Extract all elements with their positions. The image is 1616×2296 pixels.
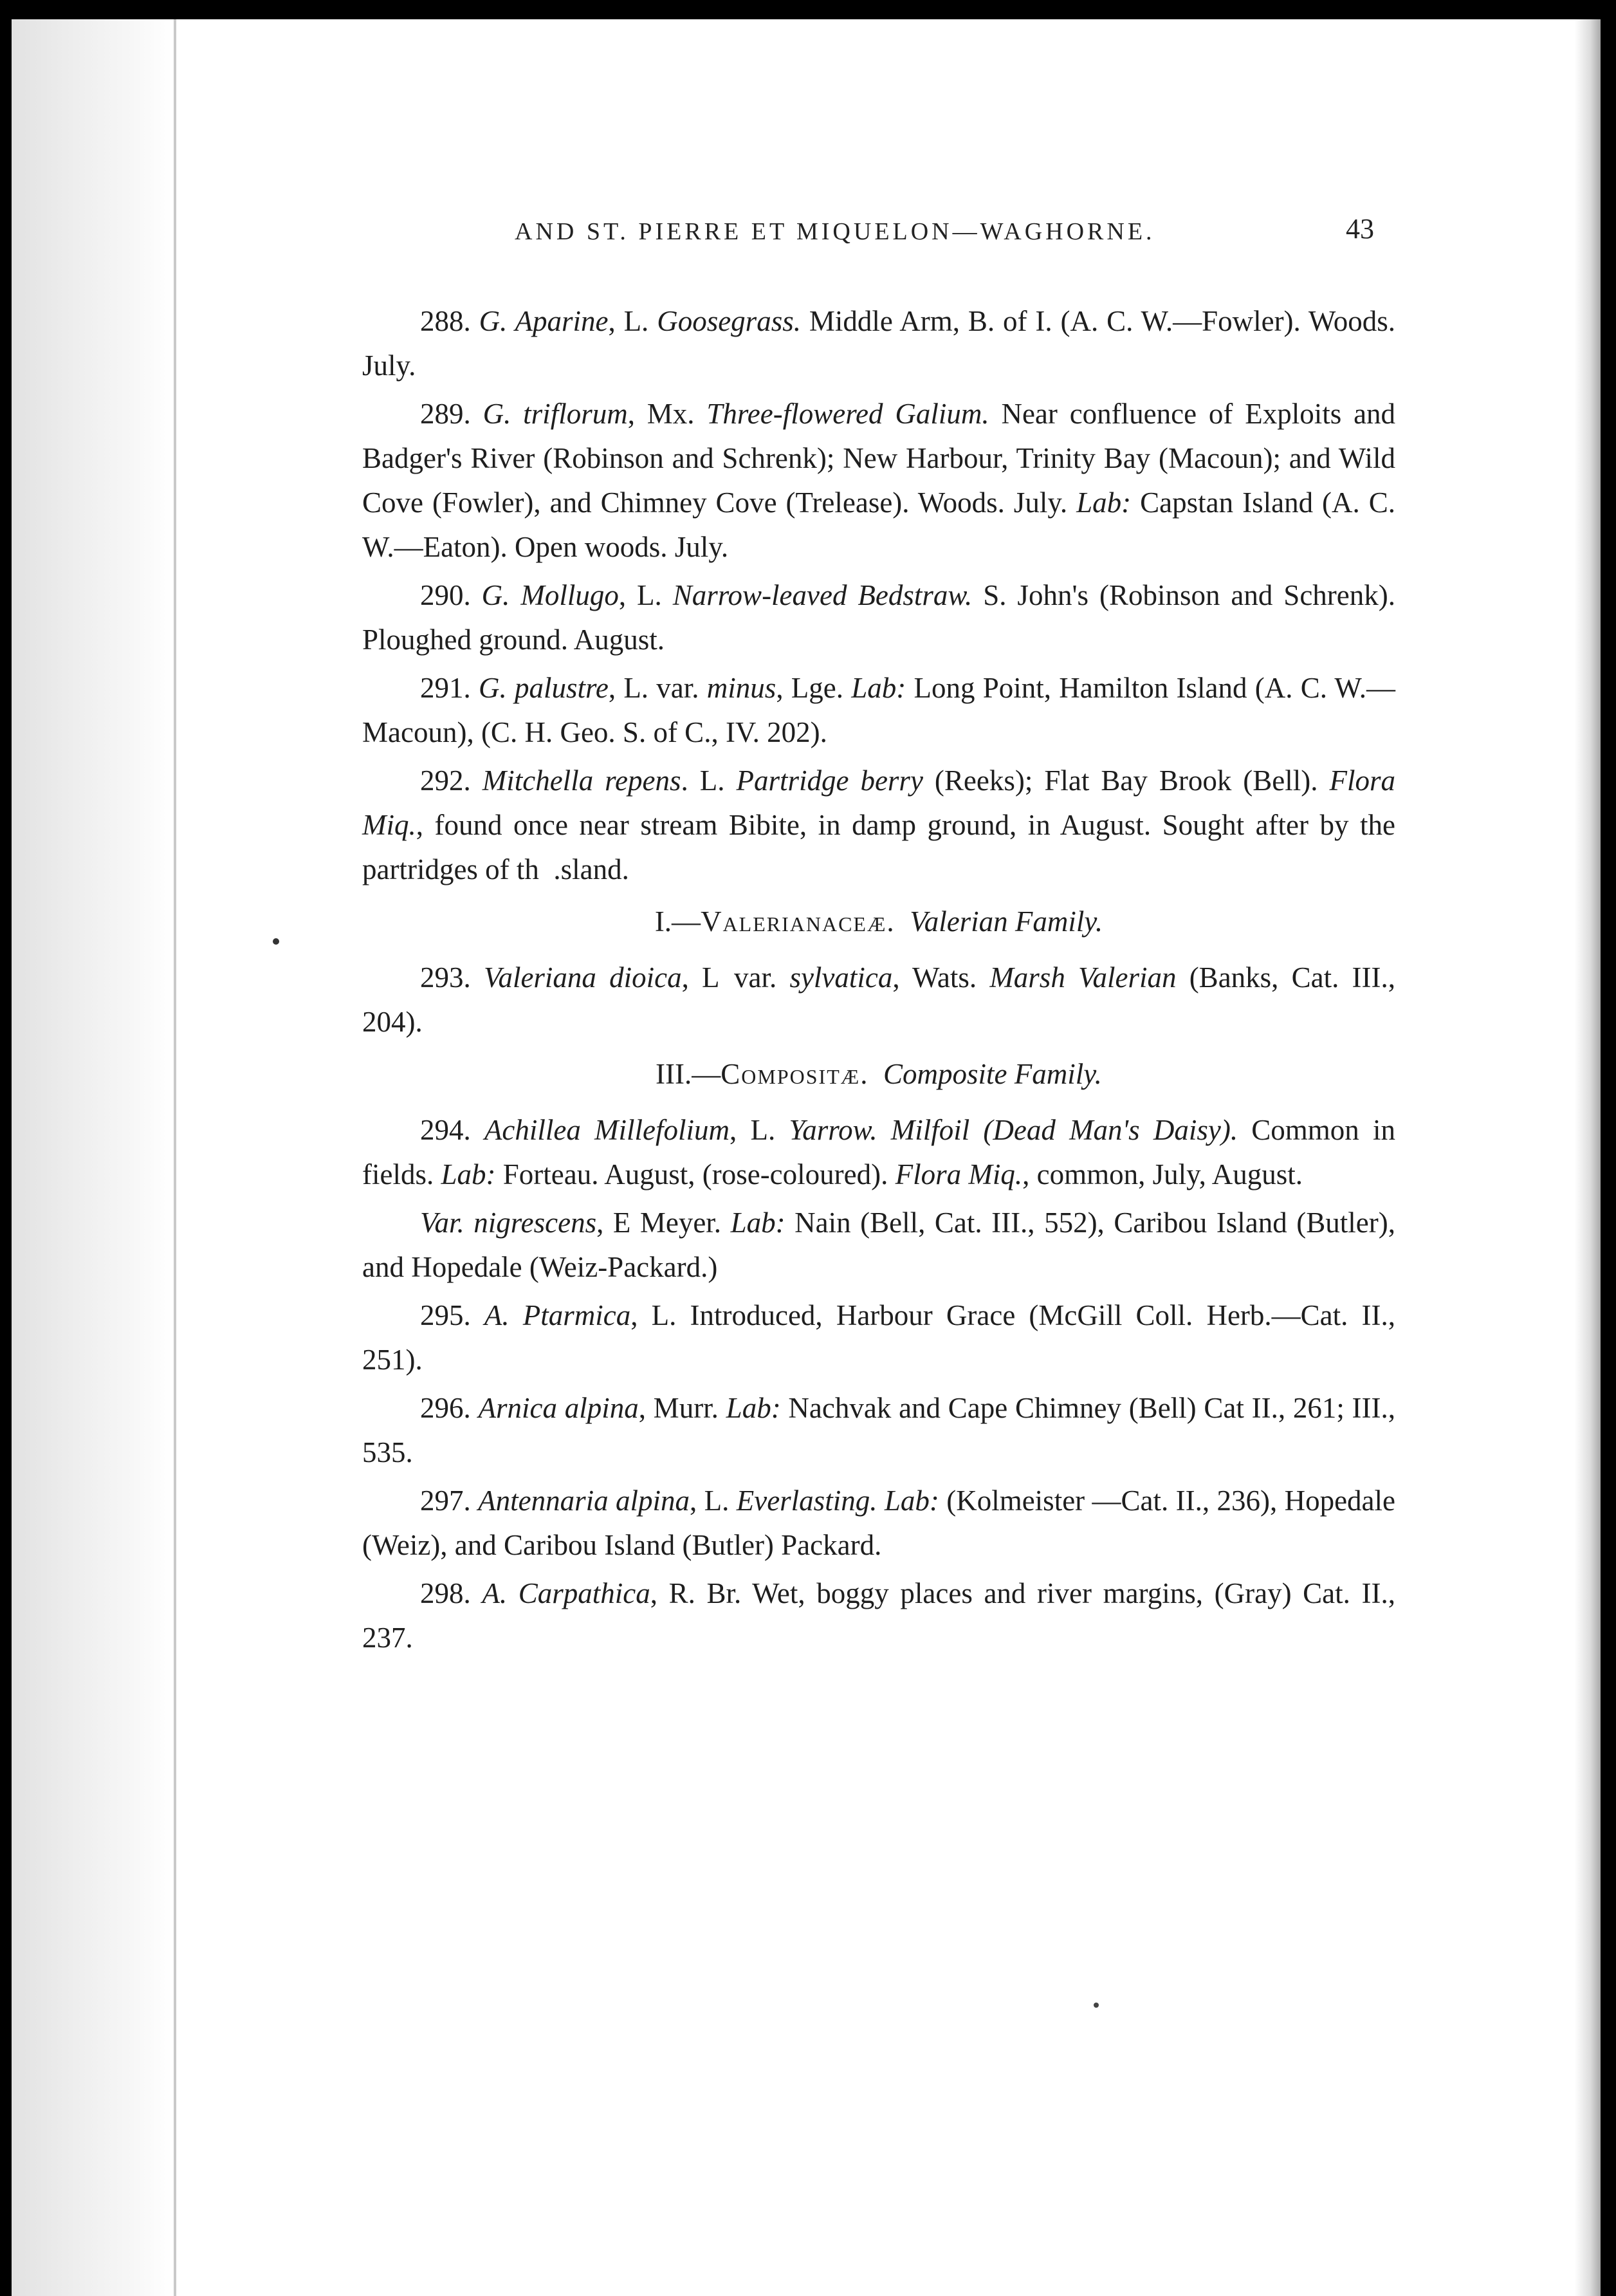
section-roman-numeral: III.— xyxy=(656,1058,721,1090)
entry-291 xyxy=(362,666,1395,755)
entry-text: (Banks, Cat. III., 204). xyxy=(362,961,1395,1038)
entry-text-continued: , found once near stream Bibite, in damp ground, in August. Sought after by the partridges of th .sland. xyxy=(362,809,1395,885)
entry-text-labrador: Forteau. August, (rose-coloured). xyxy=(502,1158,888,1190)
entry-number: 293. xyxy=(420,961,471,994)
entry-number: 296. xyxy=(420,1392,471,1424)
entry-292 xyxy=(362,759,1395,892)
entry-number: 297. xyxy=(420,1485,471,1517)
species-authority: , L. xyxy=(618,579,662,611)
family-common-name: Valerian Family. xyxy=(910,905,1103,938)
species-authority: , Murr. xyxy=(638,1392,719,1424)
flora-reference: Flora Miq. xyxy=(895,1158,1023,1190)
species-name: A. Ptarmica xyxy=(484,1299,631,1331)
entry-text: (Kolmeister —Cat. II., 236), Hopedale (Weiz), and Caribou Island (Butler) Packard. xyxy=(362,1485,1396,1561)
variety-name: minus xyxy=(706,672,776,704)
entry-text-labrador: Capstan Island (A. C. W.—Eaton). Open woods. July. xyxy=(362,486,1396,563)
common-name: Everlasting. xyxy=(736,1485,877,1517)
species-name: G. Aparine xyxy=(479,305,609,337)
running-header: AND ST. PIERRE ET MIQUELON—WAGHORNE. xyxy=(515,218,1155,245)
labrador-label: Lab: xyxy=(730,1207,785,1239)
species-name: Arnica alpina xyxy=(478,1392,639,1424)
ink-speck xyxy=(273,938,279,945)
labrador-label: Lab: xyxy=(1076,486,1132,519)
family-name: Compositæ. xyxy=(721,1058,869,1090)
entry-text: (Reeks); Flat Bay Brook (Bell). xyxy=(934,764,1318,797)
variety-authority: , Lge. xyxy=(776,672,844,704)
species-authority: , Mx. xyxy=(627,398,695,430)
species-name: G. Mollugo xyxy=(481,579,619,611)
entry-text: Nain (Bell, Cat. III., 552), Caribou Island (Butler), and Hopedale (Weiz-Packard.) xyxy=(362,1207,1395,1283)
labrador-label: Lab: xyxy=(441,1158,496,1190)
common-name: Yarrow. Milfoil (Dead Man's Daisy). xyxy=(789,1114,1238,1146)
labrador-label: Lab: xyxy=(851,672,906,704)
page-gutter-shadow xyxy=(12,19,172,2296)
entry-text: Near confluence of Exploits and Badger's River (Robinson and Schrenk); New Harbour, Trinity Bay (Macoun); and Wild Cove (Fowler), and Chimney Cove (Trelease). Woods. July. xyxy=(362,398,1396,519)
species-name: A. Carpathica xyxy=(482,1577,650,1609)
entry-294-variety xyxy=(362,1201,1395,1290)
entry-290 xyxy=(362,573,1395,662)
entry-number: 292. xyxy=(420,764,471,797)
species-authority: , L var. xyxy=(681,961,777,994)
variety-authority: , Wats. xyxy=(892,961,977,994)
species-authority: , L. xyxy=(630,1299,677,1331)
page-number: 43 xyxy=(1346,213,1374,245)
entry-text: Middle Arm, B. of I. (A. C. W.—Fowler). Woods. July. xyxy=(362,305,1395,382)
section-heading-compositae xyxy=(362,1052,1395,1097)
entry-text: Wet, boggy places and river margins, (Gray) Cat. II., 237. xyxy=(362,1577,1395,1654)
entry-295 xyxy=(362,1293,1395,1382)
entry-298 xyxy=(362,1571,1395,1660)
species-authority: . L. xyxy=(681,764,725,797)
entry-number: 295. xyxy=(420,1299,471,1331)
flora-reference: Flora Miq. xyxy=(362,764,1396,841)
labrador-label: Lab: xyxy=(884,1485,939,1517)
common-name: Partridge berry xyxy=(736,764,923,797)
species-authority: , L. xyxy=(608,305,649,337)
common-name: Narrow-leaved Bedstraw. xyxy=(672,579,973,611)
variety-authority: , E Meyer. xyxy=(596,1207,722,1239)
section-roman-numeral: I.— xyxy=(654,905,701,938)
common-name: Three-flowered Galium. xyxy=(706,398,989,430)
section-heading-valerianaceae xyxy=(362,900,1395,944)
entry-294 xyxy=(362,1108,1395,1197)
entry-number: 289. xyxy=(420,398,471,430)
species-name: Achillea Millefolium xyxy=(484,1114,730,1146)
entry-293 xyxy=(362,956,1395,1044)
entry-text: S. John's (Robinson and Schrenk). Ploughed ground. August. xyxy=(362,579,1396,656)
species-name: Valeriana dioica xyxy=(483,961,682,994)
species-name: Antennaria alpina xyxy=(478,1485,690,1517)
species-authority: , R. Br. xyxy=(650,1577,742,1609)
entry-text: Introduced, Harbour Grace (McGill Coll. Herb.—Cat. II., 251). xyxy=(362,1299,1395,1376)
entry-number: 288. xyxy=(420,305,471,337)
common-name: Marsh Valerian xyxy=(989,961,1177,994)
species-name: Mitchella repens xyxy=(482,764,681,797)
entry-296 xyxy=(362,1386,1395,1475)
page-fold-line xyxy=(174,19,176,2296)
body-text xyxy=(362,299,1395,1664)
entry-text: Common in fields. xyxy=(362,1114,1395,1190)
family-name: Valerianaceæ. xyxy=(701,905,895,938)
labrador-label: Lab: xyxy=(726,1392,781,1424)
page-edge-curl xyxy=(1575,19,1601,2296)
variety-name: Var. nigrescens xyxy=(420,1207,597,1239)
common-name: Goosegrass. xyxy=(657,305,801,337)
variety-name: sylvatica xyxy=(789,961,893,994)
species-authority: , L. var. xyxy=(608,672,699,704)
entry-text: Long Point, Hamilton Island (A. C. W.—Macoun), (C. H. Geo. S. of C., IV. 202). xyxy=(362,672,1396,748)
entry-number: 291. xyxy=(420,672,471,704)
entry-number: 294. xyxy=(420,1114,471,1146)
entry-289 xyxy=(362,392,1395,569)
ink-speck xyxy=(1094,2003,1099,2008)
entry-text: Nachvak and Cape Chimney (Bell) Cat II., 261; III., 535. xyxy=(362,1392,1396,1468)
entry-288 xyxy=(362,299,1395,388)
species-name: G. palustre xyxy=(479,672,609,704)
entry-text-continued: , common, July, August. xyxy=(1022,1158,1303,1190)
species-authority: , L. xyxy=(730,1114,776,1146)
species-name: G. triflorum xyxy=(482,398,628,430)
species-authority: , L. xyxy=(689,1485,730,1517)
entry-297 xyxy=(362,1479,1395,1568)
entry-number: 290. xyxy=(420,579,471,611)
family-common-name: Composite Family. xyxy=(883,1058,1102,1090)
entry-number: 298. xyxy=(420,1577,471,1609)
